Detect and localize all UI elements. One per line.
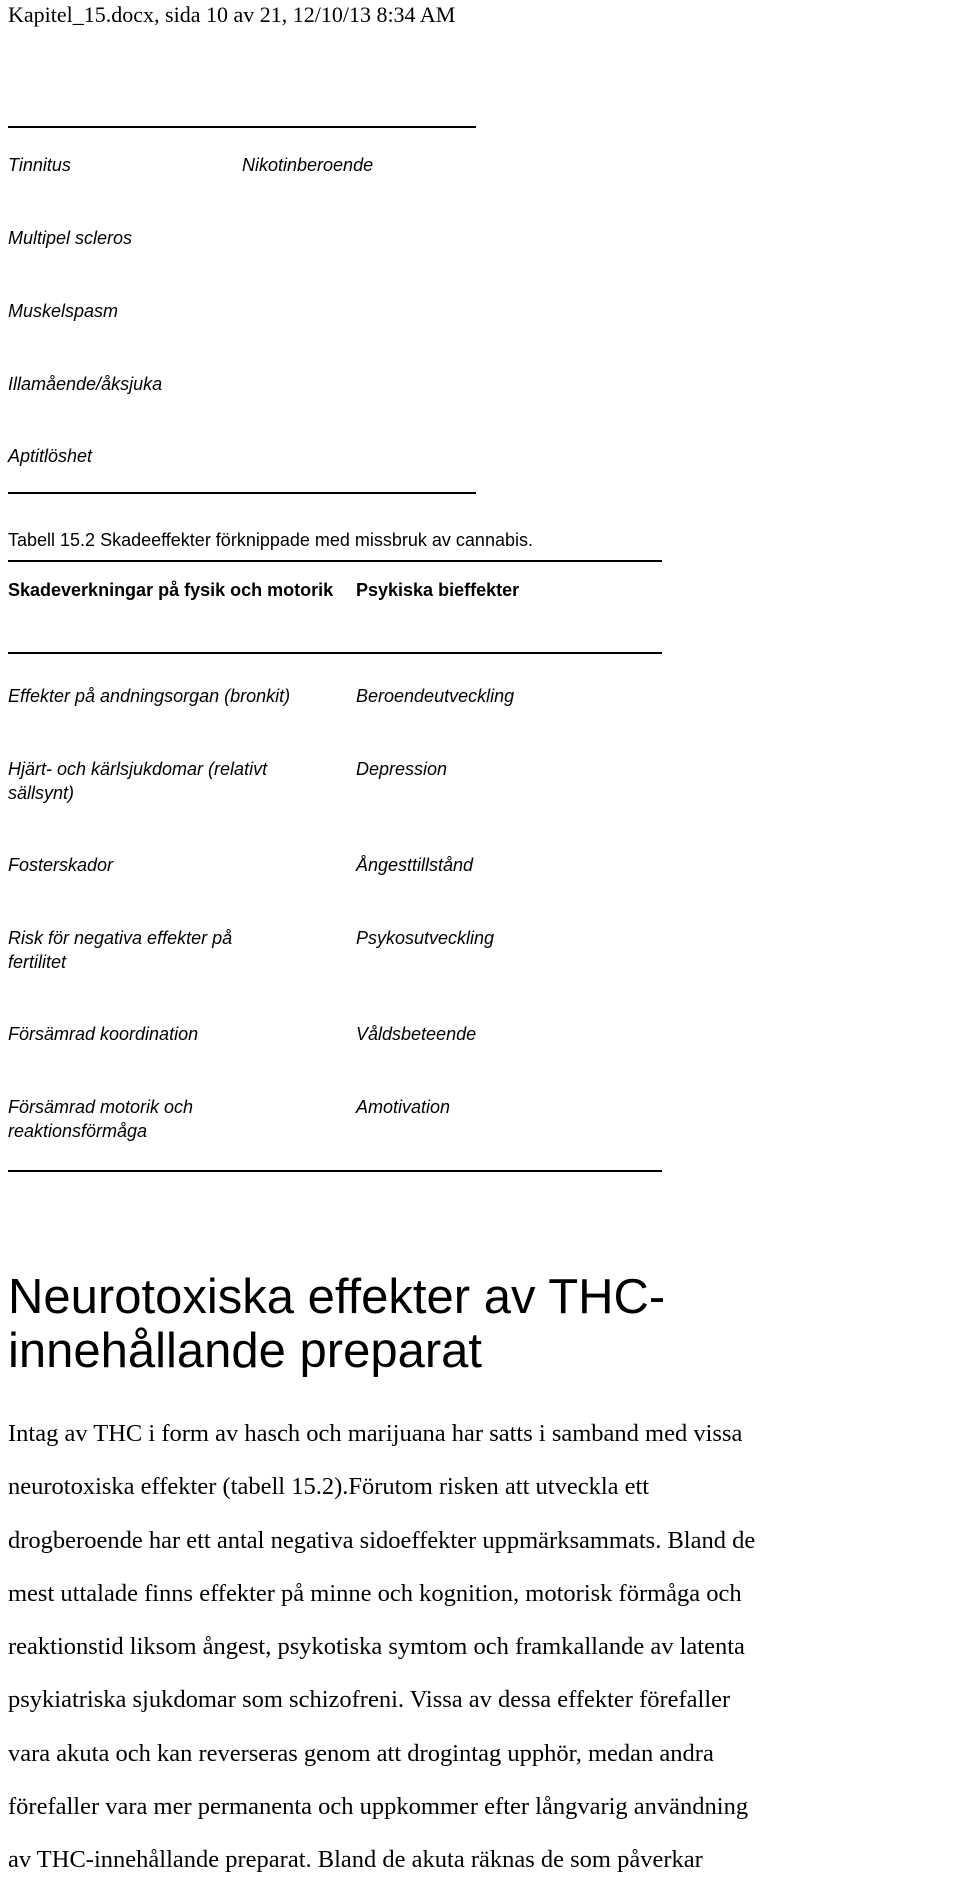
table1-top-rule	[8, 126, 476, 128]
table2-header-rule	[8, 652, 662, 654]
table2-cell: Risk för negativa effekter på fertilitet	[8, 928, 233, 972]
section-heading: Neurotoxiska effekter av THC-innehållande preparat	[8, 1270, 666, 1378]
table2-cell: Ångesttillstånd	[356, 855, 474, 875]
table1-cell: Illamående/åksjuka	[8, 374, 163, 394]
table2-cell: Försämrad motorik och reaktionsförmåga	[8, 1097, 194, 1141]
table-caption: Tabell 15.2 Skadeeffekter förknippade med missbruk av cannabis.	[8, 530, 533, 550]
table2-cell: Depression	[356, 759, 448, 779]
table2-top-rule	[8, 560, 662, 562]
table2-cell: Beroendeutveckling	[356, 686, 515, 706]
table2-cell: Amotivation	[356, 1097, 451, 1117]
table1-cell: Muskelspasm	[8, 301, 119, 321]
table1-cell: Nikotinberoende	[242, 155, 374, 175]
table1-cell: Multipel scleros	[8, 228, 133, 248]
document-header: Kapitel_15.docx, sida 10 av 21, 12/10/13 8:34 AM	[8, 2, 456, 27]
table1-cell: Tinnitus	[8, 155, 71, 175]
table2-cell: Psykosutveckling	[356, 928, 495, 948]
table2-cell: Fosterskador	[8, 855, 114, 875]
body-paragraph: Intag av THC i form av hasch och marijuana har satts i samband med vissa neurotoxiska effekter (tabell 15.2).Förutom risken att utveckla ett drogberoende har ett antal negativa sidoeffekter uppmärksammats. Bland de mest uttalade finns effekter på minne och kognition, motorisk förmåga och reaktionstid liksom ångest, psykotiska symtom och framkallande av latenta psykiatriska sjukdomar som schizofreni. Vissa av dessa effekter förefaller vara akuta och kan reverseras genom att drogintag upphör, medan andra förefaller vara mer permanenta och uppkommer efter långvarig användning av THC-innehållande preparat. Bland de akuta räknas de som påverkar	[8, 1420, 756, 1874]
table2-header-physical: Skadeverkningar på fysik och motorik	[8, 580, 334, 600]
table2-bottom-rule	[8, 1170, 662, 1172]
table2-cell: Effekter på andningsorgan (bronkit)	[8, 686, 291, 706]
table2-cell: Våldsbeteende	[356, 1024, 477, 1044]
table2-header-psychic: Psykiska bieffekter	[356, 580, 520, 600]
table1-cell: Aptitlöshet	[8, 446, 93, 466]
table2-cell: Hjärt- och kärlsjukdomar (relativt sällsynt)	[8, 759, 268, 803]
table1-bottom-rule	[8, 492, 476, 494]
table2-cell: Försämrad koordination	[8, 1024, 199, 1044]
